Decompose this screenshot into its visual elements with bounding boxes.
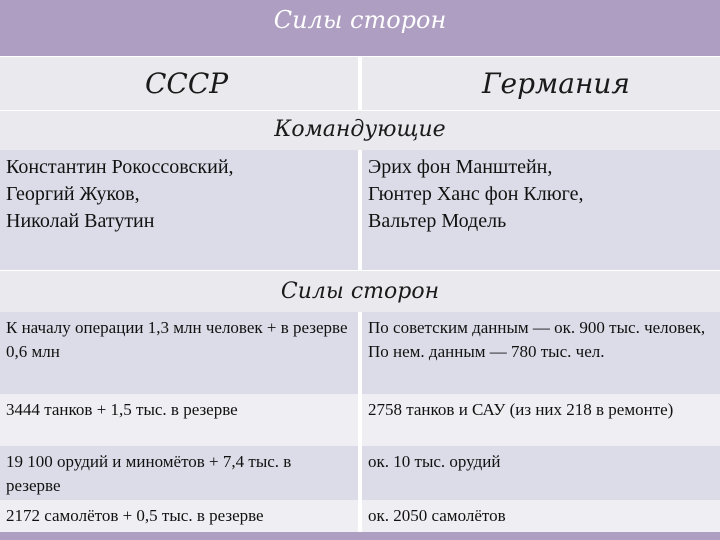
page-title: Силы сторон — [273, 6, 447, 34]
cell-germany: 2758 танков и САУ (из них 218 в ремонте) — [368, 400, 674, 419]
table-row — [0, 446, 720, 500]
commanders-row — [0, 150, 720, 270]
section-title-commanders: Командующие — [274, 117, 446, 142]
section-header-forces — [0, 270, 720, 312]
commanders-germany — [362, 150, 720, 270]
section-header-commanders — [0, 110, 720, 150]
section-title-forces: Силы сторон — [280, 279, 440, 304]
cell-ussr: 19 100 орудий и миномётов + 7,4 тыс. в резерве — [6, 452, 292, 495]
column-header-ussr: СССР — [145, 67, 229, 100]
bottom-bar — [0, 532, 720, 540]
commander-name: Константин Рокоссовский, — [6, 156, 234, 178]
cell-ussr: 3444 танков + 1,5 тыс. в резерве — [6, 400, 238, 419]
table-row — [0, 312, 720, 394]
commander-name: Гюнтер Ханс фон Клюге, — [368, 183, 584, 205]
column-header-germany: Германия — [482, 67, 630, 100]
title-bar — [0, 0, 720, 56]
commander-name: Георгий Жуков, — [6, 183, 140, 205]
commander-name: Вальтер Модель — [368, 210, 507, 232]
commander-name: Эрих фон Манштейн, — [368, 156, 553, 178]
cell-germany: ок. 10 тыс. орудий — [368, 452, 501, 471]
cell-ussr: 2172 самолётов + 0,5 тыс. в резерве — [6, 506, 264, 525]
cell-ussr: К началу операции 1,3 млн человек + в резерве 0,6 млн — [6, 318, 348, 361]
table-row — [0, 500, 720, 532]
commanders-ussr — [0, 150, 358, 270]
table-row — [0, 394, 720, 446]
cell-germany: ок. 2050 самолётов — [368, 506, 506, 525]
cell-germany: По советским данным — ок. 900 тыс. человек, По нем. данным — 780 тыс. чел. — [368, 318, 706, 361]
commander-name: Николай Ватутин — [6, 210, 155, 232]
column-header-row — [0, 56, 720, 110]
